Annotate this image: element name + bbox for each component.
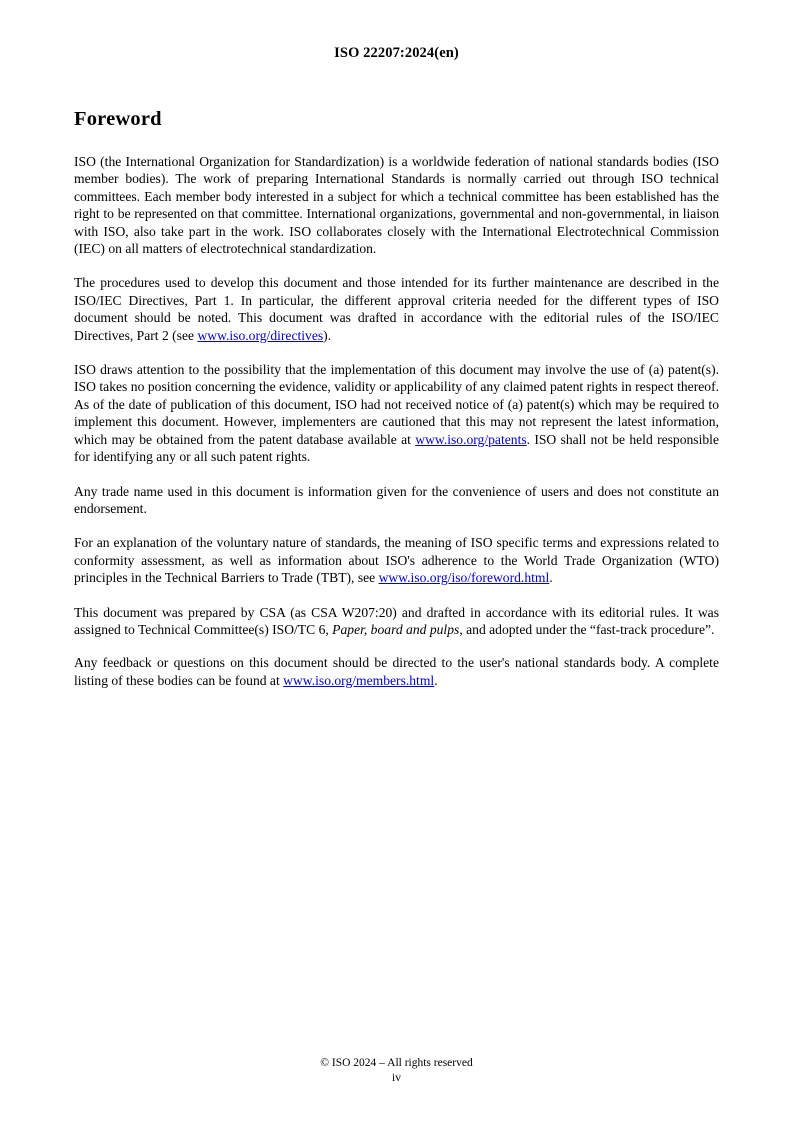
foreword-paragraph-6 (74, 604, 719, 639)
paragraph-6-text-before: This document was prepared by CSA (as CSA W207:20) and drafted in accordance with its editorial rules. It was assigned to Technical Committee(s) ISO/TC 6, (74, 604, 719, 637)
page-footer (0, 1056, 793, 1086)
foreword-heading: Foreword (74, 108, 162, 130)
foreword-paragraph-7 (74, 654, 719, 689)
document-body (74, 108, 719, 706)
directives-link[interactable]: www.iso.org/directives (197, 327, 324, 343)
paragraph-6-text-after: , and adopted under the “fast-track procedure”. (459, 621, 715, 637)
iso-foreword-link[interactable]: www.iso.org/iso/foreword.html (378, 570, 550, 586)
patents-link[interactable]: www.iso.org/patents (415, 431, 527, 447)
paragraph-2-text-before: The procedures used to develop this document and those intended for its further maintenance are described in the ISO/IEC Directives, Part 1. In particular, the different approval criteria needed for the different types of ISO document should be noted. This document was drafted in accordance with the editorial rules of the ISO/IEC Directives, Part 2 (see (74, 275, 719, 343)
foreword-paragraph-5 (74, 534, 719, 586)
committee-scope-title: Paper, board and pulps (332, 621, 460, 637)
paragraph-7-text-after: . (434, 672, 438, 688)
foreword-paragraph-1: ISO (the International Organization for Standardization) is a worldwide federation of national standards bodies (ISO member bodies). The work of preparing International Standards is normally carried out through ISO technical committees. Each member body interested in a subject for which a technical committee has been established has the right to be represented on that committee. International organizations, governmental and non-governmental, in liaison with ISO, also take part in the work. ISO collaborates closely with the International Electrotechnical Commission (IEC) on all matters of electrotechnical standardization. (74, 154, 719, 257)
paragraph-5-text-after: . (549, 570, 553, 586)
paragraph-3-text-before: ISO draws attention to the possibility that the implementation of this document may involve the use of (a) patent(s). ISO takes no position concerning the evidence, validity or applicability of any claimed patent rights in respect thereof. As of the date of publication of this document, ISO had not received notice of (a) patent(s) which may be required to implement this document. However, implementers are cautioned that this may not represent the latest information, which may be obtained from the patent database available at (74, 362, 719, 447)
foreword-paragraph-3 (74, 361, 719, 465)
foreword-paragraph-2 (74, 274, 719, 344)
copyright-notice: © ISO 2024 – All rights reserved (320, 1057, 473, 1069)
paragraph-2-text-after: ). (323, 327, 332, 343)
paragraph-3-text-after: . ISO shall not be held responsible for identifying any or all such patent rights. (74, 431, 719, 465)
page-number: iv (392, 1072, 401, 1084)
paragraph-5-text-before: For an explanation of the voluntary nature of standards, the meaning of ISO specific terms and expressions related to conformity assessment, as well as information about ISO's adherence to the World Trade Organization (WTO) principles in the Technical Barriers to Trade (TBT), see (74, 535, 719, 586)
members-link[interactable]: www.iso.org/members.html (283, 672, 435, 688)
page-header-title: ISO 22207:2024(en) (334, 45, 459, 61)
foreword-paragraph-4: Any trade name used in this document is information given for the convenience of users and does not constitute an endorsement. (74, 483, 719, 516)
paragraph-7-text-before: Any feedback or questions on this document should be directed to the user's national standards body. A complete listing of these bodies can be found at (74, 655, 719, 688)
